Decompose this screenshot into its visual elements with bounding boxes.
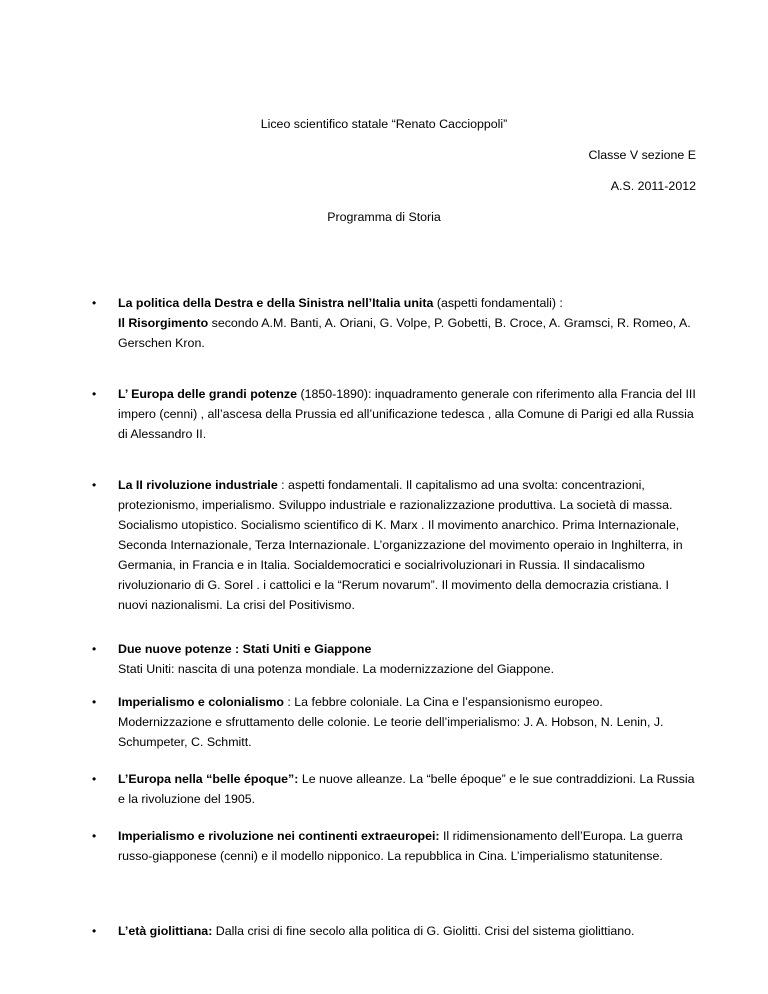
class-section: Classe V sezione E (588, 148, 696, 162)
bullet-icon: • (92, 695, 97, 709)
list-item (92, 769, 698, 809)
item-heading: Imperialismo e colonialismo (118, 695, 284, 709)
list-item-text (118, 639, 698, 679)
list-item-text (118, 769, 698, 809)
list-item-text (118, 826, 698, 866)
item-heading: Due nuove potenze : Stati Uniti e Giappone (118, 642, 372, 656)
school-name: Liceo scientifico statale “Renato Caccioppoli” (260, 117, 508, 131)
bullet-icon: • (92, 387, 97, 401)
item-body: (1850-1890): inquadramento generale con riferimento alla Francia del III impero (cenni) , all’ascesa della Prussia ed all’unificazione tedesca , alla Comune di Parigi ed alla Russia di Alessandro II. (118, 387, 696, 441)
list-item (92, 692, 698, 752)
item-body: Il ridimensionamento dell’Europa. La guerra russo-giapponese (cenni) e il modello nipponico. La repubblica in Cina. L’imperialismo statunitense. (118, 829, 683, 863)
list-item (92, 475, 698, 615)
list-item-text (118, 921, 698, 941)
list-item (92, 826, 698, 866)
item-body: Le nuove alleanze. La “belle époque” e le sue contraddizioni. La Russia e la rivoluzione del 1905. (118, 772, 695, 806)
list-item (92, 921, 698, 941)
list-item-text (118, 475, 698, 615)
bullet-icon: • (92, 478, 97, 492)
item-heading: L’ Europa delle grandi potenze (118, 387, 298, 401)
bullet-icon: • (92, 296, 97, 310)
list-item (92, 639, 698, 679)
item-heading: La politica della Destra e della Sinistra nell’Italia unita (118, 296, 434, 310)
item-heading: La II rivoluzione industriale (118, 478, 278, 492)
bullet-icon: • (92, 642, 97, 656)
document-title: Programma di Storia (327, 210, 441, 224)
item-subheading: Il Risorgimento (118, 316, 209, 330)
list-item (92, 384, 698, 444)
item-body: Dalla crisi di fine secolo alla politica di G. Giolitti. Crisi del sistema giolittiano. (212, 924, 635, 938)
bullet-icon: • (92, 924, 97, 938)
item-body: : La febbre coloniale. La Cina e l’espansionismo europeo. Modernizzazione e sfruttamento delle colonie. Le teorie dell’imperialismo: J. A. Hobson, N. Lenin, J. Schumpeter, C. Schmitt. (118, 695, 664, 749)
item-body: Stati Uniti: nascita di una potenza mondiale. La modernizzazione del Giappone. (118, 662, 555, 676)
school-year: A.S. 2011-2012 (610, 179, 696, 193)
list-item-text (118, 692, 698, 752)
item-body: : aspetti fondamentali. Il capitalismo ad una svolta: concentrazioni, protezionismo, imperialismo. Sviluppo industriale e razionalizzazione produttiva. La società di massa. Socialismo utopistico. Socialismo scientifico di K. Marx . Il movimento anarchico. Prima Internazionale, Seconda Internazionale, Terza Internazionale. L’organizzazione del movimento operaio in Inghilterra, in Germania, in Francia e in Italia. Socialdemocratici e socialrivoluzionari in Russia. Il sindacalismo rivoluzionario di G. Sorel . i cattolici e la “Rerum novarum”. Il movimento della democrazia cristiana. I nuovi nazionalismi. La crisi del Positivismo. (118, 478, 683, 612)
list-item-text (118, 293, 698, 353)
item-heading: L’Europa nella “belle époque”: (118, 772, 299, 786)
list-item (92, 293, 698, 353)
list-item-text (118, 384, 698, 444)
item-body: secondo A.M. Banti, A. Oriani, G. Volpe, P. Gobetti, B. Croce, A. Gramsci, R. Romeo, A. Gerschen Kron. (118, 316, 691, 350)
item-heading: Imperialismo e rivoluzione nei continenti extraeuropei: (118, 829, 440, 843)
bullet-icon: • (92, 829, 97, 843)
item-body: (aspetti fondamentali) : (433, 296, 563, 310)
bullet-icon: • (92, 772, 97, 786)
item-heading: L’età giolittiana: (118, 924, 213, 938)
